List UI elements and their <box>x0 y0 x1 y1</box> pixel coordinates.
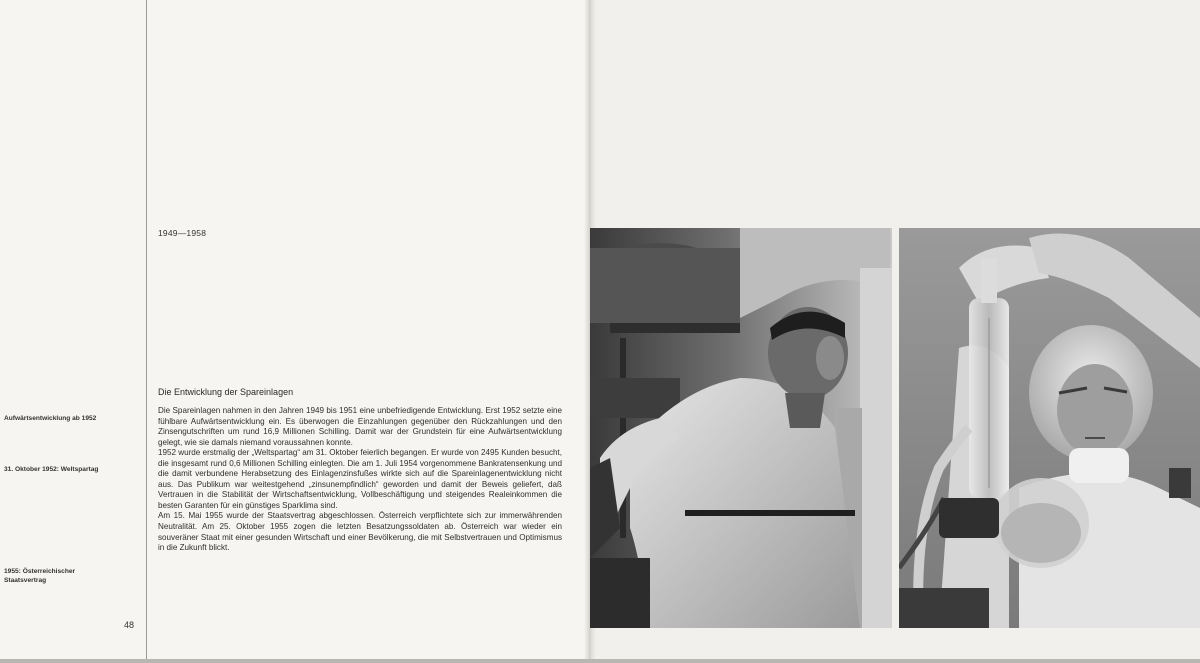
page-bottom-edge <box>0 659 1200 663</box>
margin-note-staatsvertrag: 1955: Österreichischer Staatsvertrag <box>4 568 76 584</box>
section-title: Die Entwicklung der Spareinlagen <box>158 387 294 397</box>
paragraph-spareinlagen: Die Spareinlagen nahmen in den Jahren 1949 bis 1951 eine unbefriedigende Entwicklung. Erst 1952 setzte eine fühlbare Aufwärtsentwicklung ein. Es überwogen die Einzahlungen gegenüber den Rückzahlungen und den Zinsengutschriften um rund 16,9 Millionen Schilling. Damit war der Grundstein für eine Aufwärtsentwicklung gelegt, wie sie damals niemand voraussahnen konnte. <box>158 406 562 447</box>
left-page <box>0 0 590 663</box>
photo-lab-technician <box>899 228 1200 628</box>
margin-rule <box>146 0 147 663</box>
period-heading: 1949—1958 <box>158 228 207 238</box>
margin-note-aufwaerts: Aufwärtsentwicklung ab 1952 <box>4 415 97 422</box>
photo-factory-worker <box>590 228 892 628</box>
body-text <box>158 406 562 554</box>
paragraph-staatsvertrag: Am 15. Mai 1955 wurde der Staatsvertrag abgeschlossen. Österreich verpflichtete sich zur immerwährenden Neutralität. Am 25. Oktober 1955 zogen die letzten Besatzungssoldaten ab. Österreich war wieder ein souveräner Staat mit einer gesunden Wirtschaft und einer Bevölkerung, die mit Selbstvertrauen und Optimismus in die Zukunft blickt. <box>158 511 562 553</box>
page-number: 48 <box>124 620 135 630</box>
paragraph-weltspartag: 1952 wurde erstmalig der „Weltspartag“ am 31. Oktober feierlich begangen. Er wurde von 2495 Kunden besucht, die insgesamt rund 0,6 Millionen Schilling einlegten. Die am 1. Juli 1954 vorgenommene Bankratensenkung und die damit verbundene Herabsetzung des Einlagenzinsfußes wirkte sich auf die Spareinlagenentwicklung nicht aus. Das Publikum war weitestgehend „zinsunempfindlich“ geworden und damit der Beweis geliefert, daß Vertrauen in die Stabilität der Wirtschaftsentwicklung, Vollbeschäftigung und steigendes Realeinkommen die besten Garanten für ein günstiges Sparklima sind. <box>158 448 562 510</box>
margin-note-weltspartag: 31. Oktober 1952: Weltspartag <box>4 466 99 473</box>
